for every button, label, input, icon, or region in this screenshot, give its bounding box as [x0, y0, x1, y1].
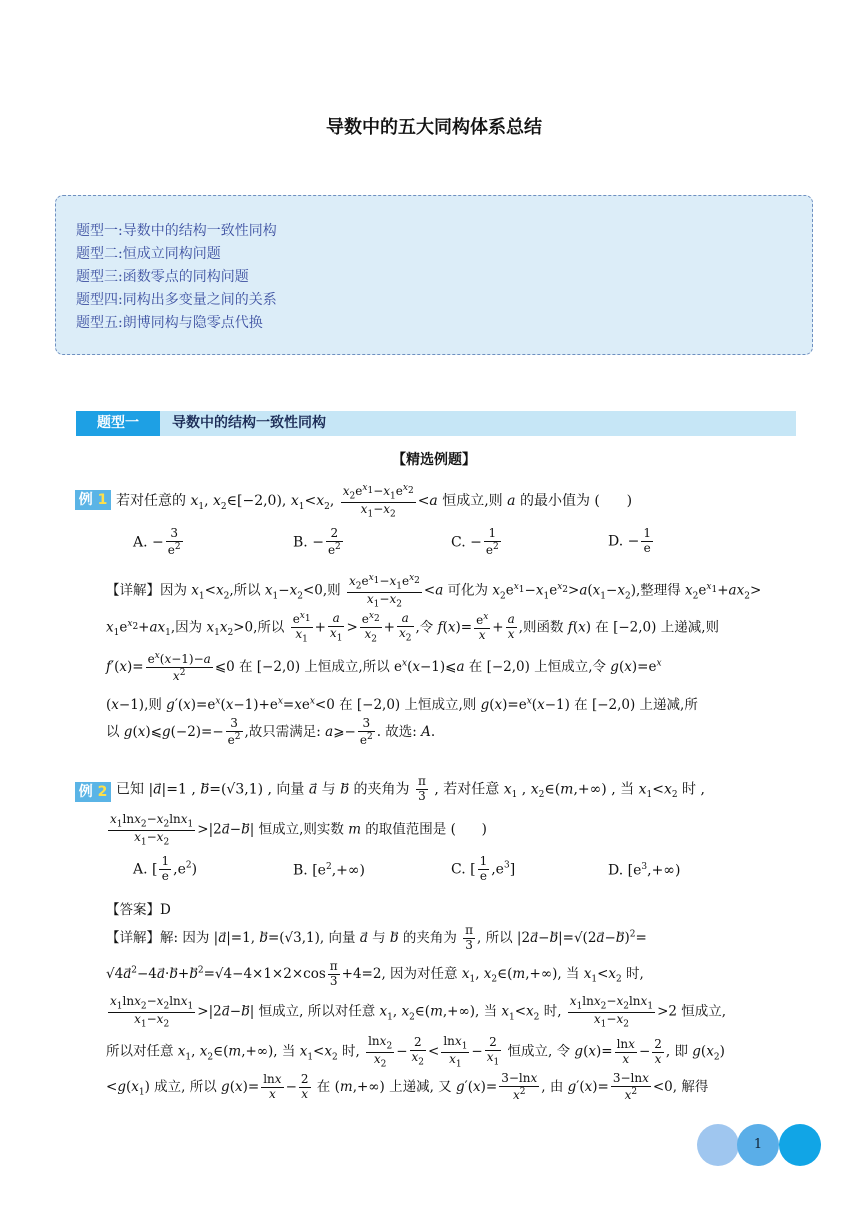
example-label	[75, 490, 111, 510]
choice-b[interactable]: B. − $\frac{2}{e^2}$	[293, 526, 341, 557]
solution-line: 【详解】解: 因为 |a⃗|=1, b⃗=(√3,1), 向量 a⃗ 与 b⃗ 的夹角为 $\frac{\pi}{3}$ , 所以 |2a⃗−b⃗|=√(2a⃗−b⃗)$^2$=	[106, 923, 647, 952]
choice-a[interactable]: A. − $\frac{3}{e^2}$	[133, 526, 181, 557]
example-number: 1	[97, 492, 108, 508]
choice-a[interactable]: A. [ $\frac{1}{e}$ $,e^2$)	[133, 854, 198, 883]
toc-item: 题型三:函数零点的同构问题	[76, 269, 249, 285]
solution-line: (x−1),则 $g'(x)=e^x(x-1)+e^x=xe^x<0$ 在 [−2,0) 上恒成立,则 $g(x)=e^x(x-1)$ 在 [−2,0) 上递减,所	[106, 696, 698, 713]
toc-item: 题型二:恒成立同构问题	[76, 246, 221, 262]
solution-line: $√4a^2-4a⃗\cdot b⃗+b^2=√4-4\times 1\times 2\times\cos$ $\frac{\pi}{3}$ +4=2, 因为对任意 $x_1$, $x_2\in(m,+\infty)$, 当 $x_1<x_2$ 时,	[106, 959, 644, 988]
page-dot	[779, 1124, 821, 1166]
answer-line: 【答案】D	[106, 902, 171, 918]
example-2-stem: $\frac{x_1\ln x_2-x_2\ln x_1}{x_1-x_2}$ >|2a⃗−b⃗| 恒成立,则实数 m 的取值范围是 ( )	[110, 812, 487, 848]
solution-line: $<g(x_1)$ 成立, 所以 g(x)= $\frac{\ln x}{x}$ − $\frac{2}{x}$ 在 (m,+∞) 上递减, 又 g′(x)= $\frac{3-\ln x}{x^2}$ , 由 g′(x)= $\frac{3-\ln x}{x^2}$ <0, 解得	[106, 1071, 709, 1102]
section-title: 导数中的结构一致性同构	[172, 415, 326, 431]
toc-box	[55, 195, 813, 355]
toc-item: 题型一:导数中的结构一致性同构	[76, 223, 277, 239]
solution-line: 以 g(x)⩽g(−2)=− $\frac{3}{e^2}$ ,故只需满足: a⩾− $\frac{3}{e^2}$ . 故选: A.	[106, 716, 436, 747]
page-number: 1	[753, 1137, 763, 1152]
solution-line: $\frac{x_1\ln x_2-x_2\ln x_1}{x_1-x_2}$ >|2a⃗−b⃗| 恒成立, 所以对任意 $x_1$, $x_2\in(m,+\infty)$, 当 $x_1<x_2$ 时, $\frac{x_1\ln x_2-x_2\ln x_1}{x_1-x_2}$ >2 恒成立,	[110, 994, 727, 1030]
page-title: 导数中的五大同构体系总结	[326, 117, 542, 138]
example-label	[75, 782, 111, 802]
solution-line: $x_1e^{x_2}+ax_1$,因为 $x_1x_2>0$,所以 $\frac{e^{x_1}}{x_1}$ + $\frac{a}{x_1}$ > $\frac{e^{x_2}}{x_2}$ + $\frac{a}{x_2}$ ,令 f(x)= $\frac{e^x}{x}$ + $\frac{a}{x}$ ,则函数 f(x) 在 [−2,0) 上递减,则	[106, 611, 719, 645]
example-label-text: 例	[78, 784, 93, 800]
page-indicator	[695, 1124, 825, 1168]
choice-b[interactable]: B. $[e^2,+\infty)$	[293, 862, 365, 879]
toc-item: 题型五:朗博同构与隐零点代换	[76, 315, 263, 331]
choice-d[interactable]: D. − $\frac{1}{e}$	[608, 526, 652, 555]
page-dot	[697, 1124, 739, 1166]
example-number: 2	[97, 784, 108, 800]
toc-item: 题型四:同构出多变量之间的关系	[76, 292, 277, 308]
solution-line: f′(x)= $\frac{e^x(x-1)-a}{x^2}$ ⩽0 在 [−2,0) 上恒成立,所以 $e^x(x-1)⩽a$ 在 [−2,0) 上恒成立,令 $g(x)=e^x$	[106, 651, 662, 683]
example-2-stem: 已知 |a⃗|=1 , b⃗=(√3,1) , 向量 a⃗ 与 b⃗ 的夹角为 $\frac{\pi}{3}$ , 若对任意 $x_1$ , $x_2\in(m,+\infty)$ , 当 $x_1<x_2$ 时 ,	[116, 774, 705, 803]
solution-line: 所以对任意 $x_1$, $x_2\in(m,+\infty)$, 当 $x_1<x_2$ 时, $\frac{\ln x_2}{x_2}$ − $\frac{2}{x_2}$ < $\frac{\ln x_1}{x_1}$ − $\frac{2}{x_1}$ 恒成立, 令 g(x)= $\frac{\ln x}{x}$ − $\frac{2}{x}$ , 即 $g(x_2)$	[106, 1034, 725, 1070]
section-tag: 题型一	[76, 411, 160, 436]
example-label-text: 例	[78, 492, 93, 508]
subsection-title: 【精选例题】	[392, 452, 476, 468]
solution-line: 【详解】因为 $x_1<x_2$,所以 $x_1-x_2<0$,则 $\frac{x_2e^{x_1}-x_1e^{x_2}}{x_1-x_2}$ <a 可化为 $x_2e^{x_1}-x_1e^{x_2}>a(x_1-x_2)$,整理得 $x_2e^{x_1}+ax_2>$	[106, 573, 762, 610]
choice-c[interactable]: C. − $\frac{1}{e^2}$	[451, 526, 499, 557]
choice-c[interactable]: C. [ $\frac{1}{e}$ $,e^3$]	[451, 854, 516, 883]
section-header	[76, 411, 796, 436]
example-1-stem: 若对任意的 $x_1$, $x_2\in[-2,0)$, $x_1<x_2$, $\frac{x_2e^{x_1}-x_1e^{x_2}}{x_1-x_2}$ <a 恒成立,则 a 的最小值为 ( )	[116, 483, 633, 520]
choice-d[interactable]: D. $[e^3,+\infty)$	[608, 862, 681, 879]
